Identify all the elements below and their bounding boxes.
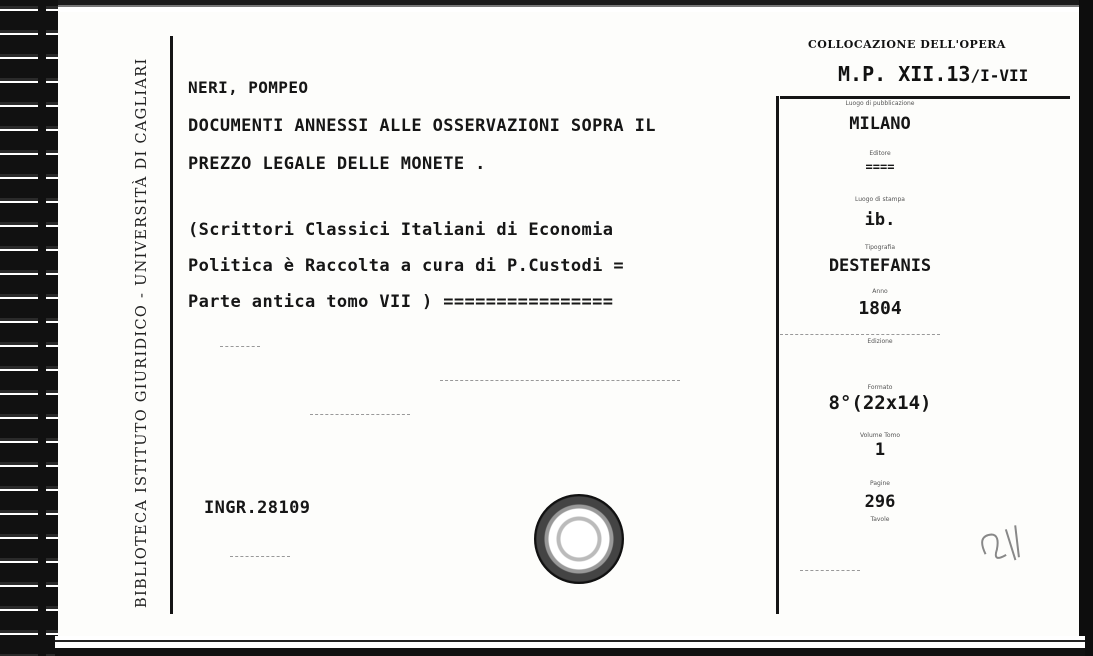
value-year: 1804: [858, 298, 902, 319]
shelfmark: [838, 62, 1028, 86]
right-edge: [1079, 0, 1093, 656]
guide-line: [780, 334, 940, 336]
guide-line: [310, 414, 410, 416]
left-margin-rule: [170, 36, 173, 614]
value-place-printing: ib.: [864, 210, 896, 230]
label-editor: Editore: [869, 150, 891, 157]
label-edition: Edizione: [867, 338, 893, 345]
guide-line: [800, 570, 860, 572]
value-volumes: 1: [874, 440, 886, 460]
signature-mark: [970, 514, 1041, 584]
shelfmark-main: M.P. XII.13: [838, 62, 971, 86]
label-printer: Tipografia: [864, 244, 896, 251]
bottom-edge: [55, 636, 1085, 656]
label-plates: Tavole: [870, 516, 890, 523]
label-volumes: Volume Tomo: [859, 432, 901, 439]
shelfmark-sub: /I-VII: [970, 66, 1029, 85]
guide-line: [440, 380, 680, 382]
value-editor: ====: [865, 160, 895, 174]
guide-line: [220, 346, 260, 348]
label-place-publication: Luogo di pubblicazione: [845, 100, 915, 107]
inventory-number: INGR.28109: [204, 498, 311, 518]
value-printer: DESTEFANIS: [828, 256, 932, 276]
collocazione-heading: COLLOCAZIONE DELL'OPERA: [808, 38, 1006, 51]
value-place-publication: MILANO: [849, 114, 911, 134]
value-format: 8°(22x14): [828, 392, 932, 414]
author: NERI, POMPEO: [188, 78, 309, 97]
label-format: Formato: [867, 384, 893, 391]
shelfmark-underline: [780, 96, 1070, 99]
series-line-3: Parte antica tomo VII ) ================: [188, 292, 614, 312]
title-line-1: DOCUMENTI ANNESSI ALLE OSSERVAZIONI SOPRA IL: [188, 116, 656, 136]
library-stamp-seal: [534, 494, 624, 584]
series-line-2: Politica è Raccolta a cura di P.Custodi =: [188, 256, 625, 276]
left-edge: [0, 0, 58, 656]
series-line-1: (Scrittori Classici Italiani di Economia: [188, 220, 614, 240]
top-edge: [55, 0, 1093, 12]
right-column-rule: [776, 96, 779, 614]
label-place-printing: Luogo di stampa: [855, 196, 905, 203]
title-line-2: PREZZO LEGALE DELLE MONETE .: [188, 154, 486, 174]
guide-line: [230, 556, 290, 558]
label-pages: Pagine: [870, 480, 890, 487]
value-pages: 296: [864, 492, 896, 512]
library-spine-label: BIBLIOTECA ISTITUTO GIURIDICO - UNIVERSITÀ DI CAGLIARI: [134, 57, 150, 608]
label-year: Anno: [872, 288, 888, 295]
handwritten-initials-icon: [970, 514, 1039, 575]
